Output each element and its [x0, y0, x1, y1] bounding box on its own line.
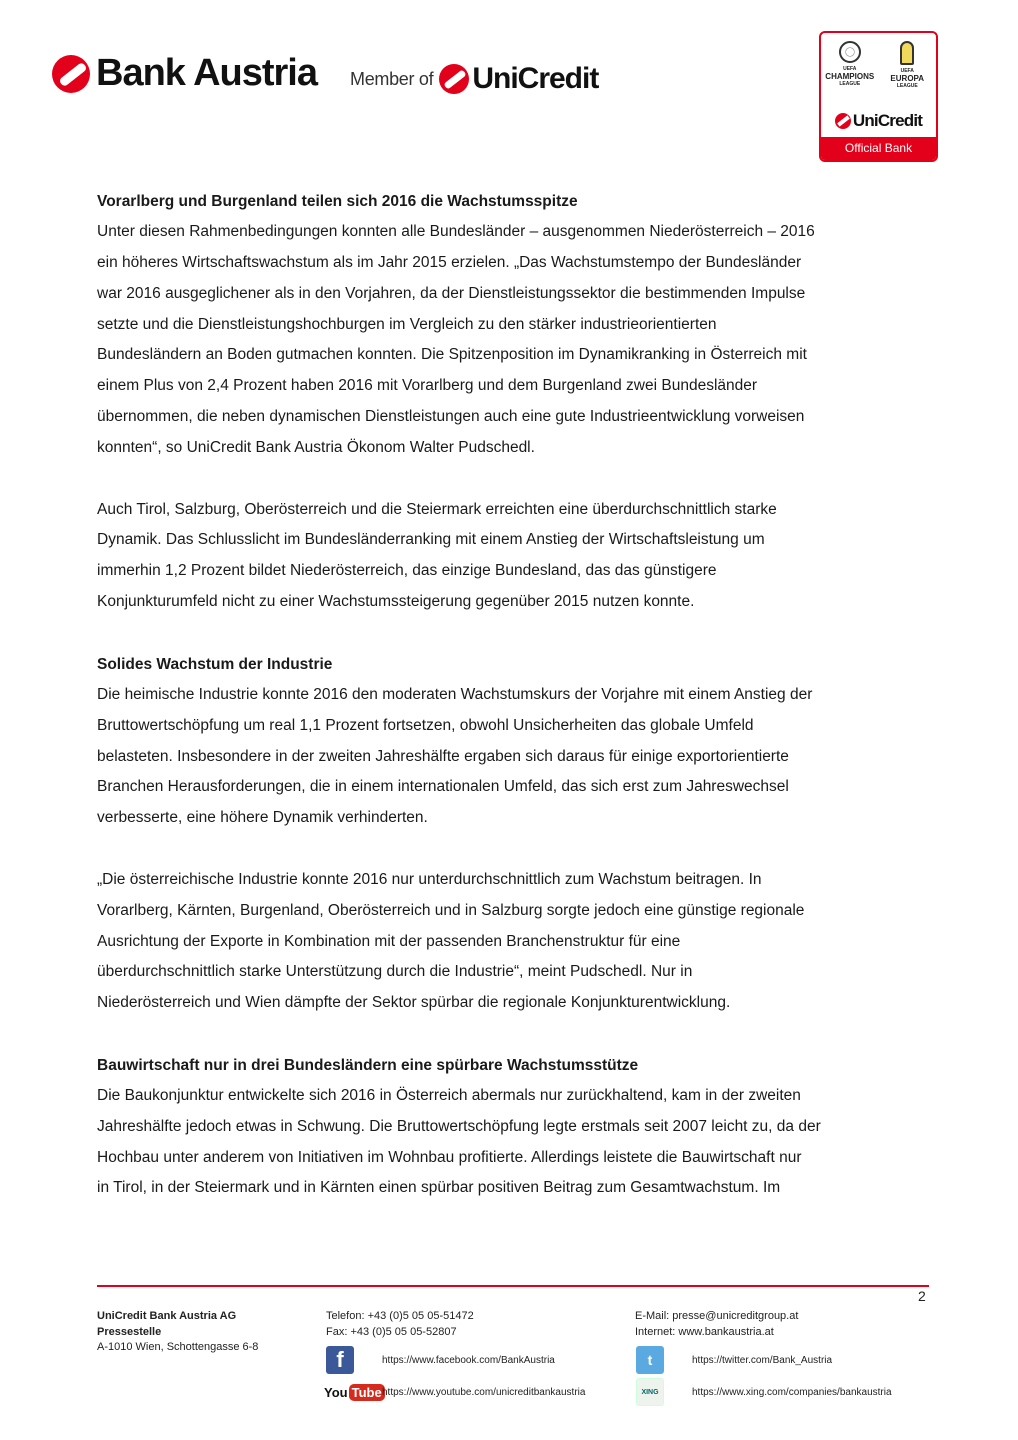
paragraph-line: Bruttowertschöpfung um real 1,1 Prozent fortsetzen, obwohl Unsicherheiten das globale Umfeld — [97, 716, 754, 734]
facebook-link[interactable] — [326, 1346, 555, 1374]
xing-url[interactable]: https://www.xing.com/companies/bankaustria — [692, 1386, 892, 1398]
footer-contact — [635, 1309, 798, 1340]
xing-link[interactable] — [636, 1378, 892, 1406]
paragraph-line: verbesserte, eine höhere Dynamik verhinderten. — [97, 809, 428, 827]
document-body — [97, 186, 897, 1204]
paragraph-line: Ausrichtung der Exporte in Kombination mit der passenden Branchenstruktur für eine — [97, 932, 681, 950]
member-of-label: Member of — [350, 68, 434, 89]
paragraph-line: Hochbau unter anderem von Initiativen im Wohnbau profitierte. Allerdings leistete die Bauwirtschaft nur — [97, 1148, 802, 1166]
paragraph-line: ein höheres Wirtschaftswachstum als im Jahr 2015 erzielen. „Das Wachstumstempo der Bundesländer — [97, 253, 802, 271]
youtube-url[interactable]: https://www.youtube.com/unicreditbankaustria — [382, 1386, 586, 1398]
section-heading: Vorarlberg und Burgenland teilen sich 2016 die Wachstumsspitze — [97, 193, 578, 210]
trophy-icon — [900, 41, 914, 65]
paragraph-line: belasteten. Insbesondere in der zweiten Jahreshälfte ergaben sich daraus für einige exportorientierte — [97, 747, 789, 765]
postal-address: A-1010 Wien, Schottengasse 6-8 — [97, 1341, 259, 1353]
paragraph-line: Auch Tirol, Salzburg, Oberösterreich und die Steiermark erreichten eine überdurchschnittlich starke — [97, 500, 777, 518]
league-sub-label: LEAGUE — [839, 81, 861, 87]
paragraph-line: setzte und die Dienstleistungshochburgen im Vergleich zu den stärker industrieorientierten — [97, 315, 717, 333]
paragraph-line: Unter diesen Rahmenbedingungen konnten alle Bundesländer – ausgenommen Niederösterreich – 2016 — [97, 223, 815, 240]
league-logos — [821, 41, 936, 89]
league-sub-label: LEAGUE — [896, 83, 918, 89]
paragraph-line: Branchen Herausforderungen, die in einem internationalen Umfeld, das sich erst zum Jahreswechsel — [97, 778, 789, 796]
unicredit-mark-icon — [52, 55, 90, 93]
website-link[interactable]: Internet: www.bankaustria.at — [635, 1325, 774, 1338]
paragraph-line: Bundesländern an Boden gutmachen konnten. Die Spitzenposition im Dynamikranking in Österreich mit — [97, 346, 807, 364]
paragraph-line: Niederösterreich und Wien dämpfte der Sektor spürbar die regionale Konjunkturentwicklung. — [97, 994, 731, 1012]
fax-number: Fax: +43 (0)5 05 05-52807 — [326, 1325, 457, 1338]
phone-number: Telefon: +43 (0)5 05 05-51472 — [326, 1310, 474, 1322]
official-bank-label: Official Bank — [821, 137, 936, 160]
paragraph-line: immerhin 1,2 Prozent bildet Niederösterreich, das einzige Bundesland, das das günstigere — [97, 562, 717, 580]
twitter-icon: t — [636, 1346, 664, 1374]
champions-league-logo — [822, 41, 878, 89]
league-top-label: UEFA — [843, 66, 857, 72]
paragraph-line: Konjunkturumfeld nicht zu einer Wachstumssteigerung gegenüber 2015 nutzen konnte. — [97, 593, 695, 611]
sponsor-name: UniCredit — [852, 111, 923, 130]
paragraph-line: konnten“, so UniCredit Bank Austria Ökonom Walter Pudschedl. — [97, 438, 535, 456]
europa-league-logo — [879, 41, 935, 89]
youtube-you-text: You — [324, 1384, 348, 1400]
paragraph-line: Vorarlberg, Kärnten, Burgenland, Oberösterreich und in Salzburg sorgte jedoch eine günstige regionale — [97, 901, 805, 919]
section-heading: Bauwirtschaft nur in drei Bundesländern eine spürbare Wachstumsstütze — [97, 1056, 639, 1074]
footer-divider — [97, 1285, 929, 1287]
paragraph-line: Jahreshälfte jedoch etwas in Schwung. Die Bruttowertschöpfung legte erstmals seit 2007 leicht zu, da der — [97, 1117, 821, 1135]
paragraph-line: Die heimische Industrie konnte 2016 den moderaten Wachstumskurs der Vorjahre mit einem Anstieg der — [97, 685, 813, 703]
page-number: 2 — [918, 1288, 926, 1304]
page-header — [0, 0, 1018, 170]
twitter-link[interactable] — [636, 1346, 832, 1374]
paragraph-line: war 2016 ausgeglichener als in den Vorjahren, da der Dienstleistungssektor die bestimmenden Impulse — [97, 284, 806, 302]
badge-sponsor — [821, 111, 936, 131]
league-name: EUROPA — [890, 74, 925, 83]
paragraph-line: Dynamik. Das Schlusslicht im Bundesländerranking mit einem Anstieg der Wirtschaftsleistung um — [97, 531, 765, 549]
bank-austria-logo — [52, 52, 317, 95]
paragraph-line: übernommen, die neben dynamischen Dienstleistungen auch eine gute Industrieentwicklung vorweisen — [97, 408, 805, 426]
youtube-link[interactable] — [324, 1381, 585, 1403]
unicredit-mark-icon — [439, 64, 469, 94]
paragraph-gap — [97, 618, 897, 649]
member-of-unicredit — [350, 62, 598, 96]
bank-austria-wordmark: Bank Austria — [96, 52, 317, 94]
paragraph-gap — [97, 834, 897, 865]
section-heading: Solides Wachstum der Industrie — [97, 655, 333, 673]
league-top-label: UEFA — [900, 68, 914, 74]
paragraph-line: „Die österreichische Industrie konnte 2016 nur unterdurchschnittlich zum Wachstum beitragen. In — [97, 870, 762, 888]
official-bank-badge — [819, 31, 938, 162]
twitter-url[interactable]: https://twitter.com/Bank_Austria — [692, 1354, 833, 1366]
xing-icon: XING — [636, 1378, 664, 1406]
company-name: UniCredit Bank Austria AG — [97, 1310, 237, 1322]
facebook-icon: f — [326, 1346, 354, 1374]
email-link[interactable]: E-Mail: presse@unicreditgroup.at — [635, 1310, 799, 1322]
unicredit-wordmark: UniCredit — [472, 62, 599, 95]
paragraph-line: in Tirol, in der Steiermark und in Kärnten einen spürbar positiven Beitrag zum Gesamtwachstum. Im — [97, 1179, 781, 1197]
football-icon — [839, 41, 861, 63]
paragraph-gap — [97, 1019, 897, 1050]
paragraph-line: Die Baukonjunktur entwickelte sich 2016 in Österreich abermals nur zurückhaltend, kam in der zweiten — [97, 1086, 801, 1104]
youtube-tube-text: Tube — [349, 1384, 385, 1401]
unicredit-mark-icon — [835, 113, 851, 129]
league-name: CHAMPIONS — [825, 72, 875, 81]
facebook-url[interactable]: https://www.facebook.com/BankAustria — [382, 1354, 555, 1366]
paragraph-line: überdurchschnittlich starke Unterstützung durch die Industrie“, meint Pudschedl. Nur in — [97, 963, 693, 981]
paragraph-gap — [97, 464, 897, 495]
youtube-icon — [324, 1381, 382, 1403]
footer-phone — [326, 1309, 474, 1340]
department-name: Pressestelle — [97, 1325, 162, 1338]
footer-address — [97, 1309, 258, 1356]
paragraph-line: einem Plus von 2,4 Prozent haben 2016 mit Vorarlberg und dem Burgenland zwei Bundesländer — [97, 377, 758, 395]
